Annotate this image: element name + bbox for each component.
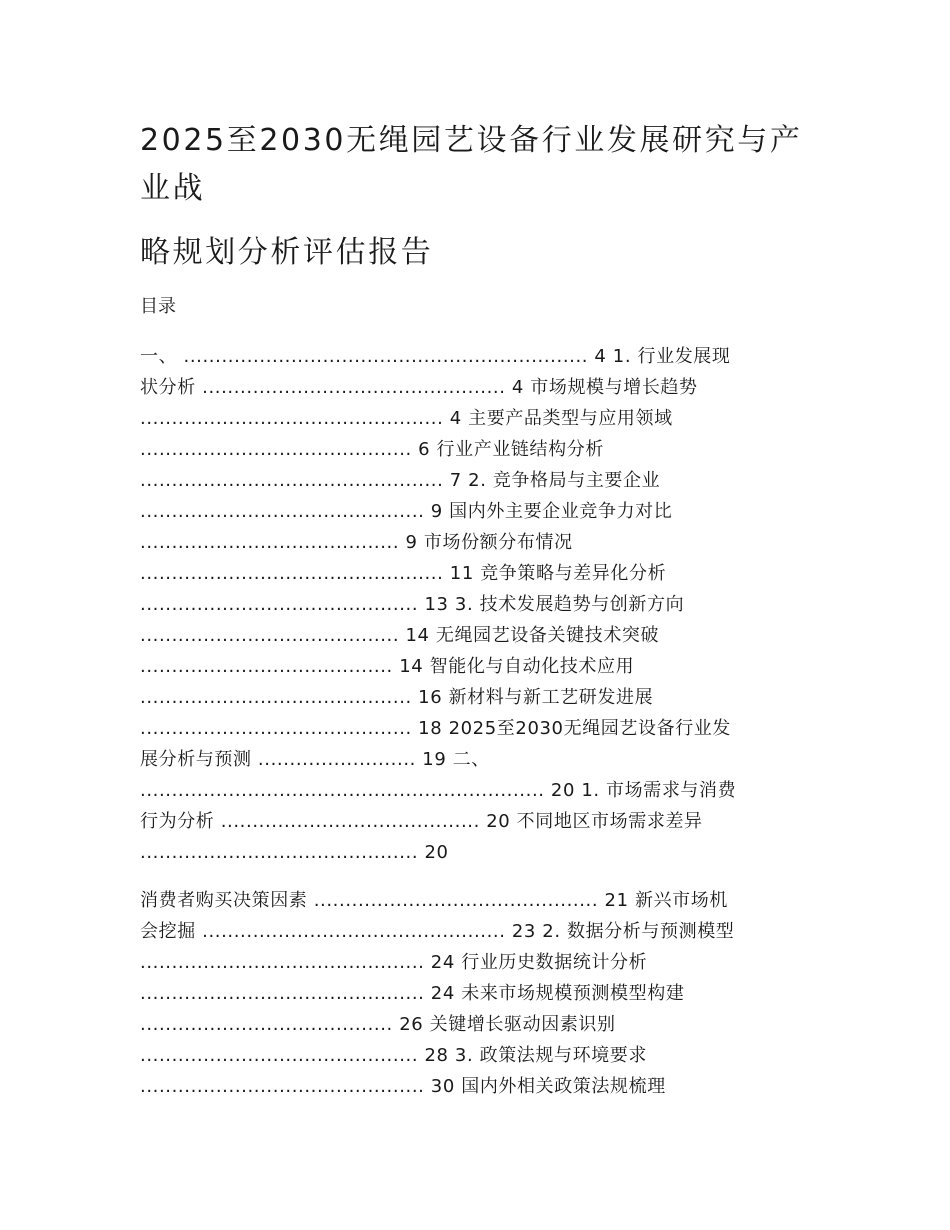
document-page — [140, 0, 820, 1230]
toc-entry-line[interactable]: 展分析与预测 ......................... 19 二、 — [140, 749, 490, 770]
toc-entry-line[interactable]: ................................................ 7 2. 竞争格局与主要企业 — [140, 470, 661, 491]
toc-entry-line[interactable]: ......................................... 9 市场份额分布情况 — [140, 532, 573, 553]
toc-entry-line[interactable]: ................................................ 4 主要产品类型与应用领域 — [140, 408, 673, 429]
toc-heading: 目录 — [140, 296, 176, 317]
toc-entry-line[interactable]: 一、 ................................................................ 4 1. 行业发展现 — [140, 346, 731, 367]
toc-entry-line[interactable]: ................................................ 11 竞争策略与差异化分析 — [140, 563, 667, 584]
toc-entry-line[interactable]: 行为分析 ......................................... 20 不同地区市场需求差异 — [140, 811, 703, 832]
toc-entry-line[interactable]: ........................................ 14 智能化与自动化技术应用 — [140, 656, 635, 677]
toc-entry-line[interactable]: ............................................ 28 3. 政策法规与环境要求 — [140, 1045, 647, 1066]
toc-entry-line[interactable]: ............................................. 9 国内外主要企业竞争力对比 — [140, 501, 673, 522]
document-title-line-1: 2025至2030无绳园艺设备行业发展研究与产 — [140, 123, 803, 158]
document-title-line-3: 略规划分析评估报告 — [140, 235, 434, 270]
toc-entry-line[interactable]: ............................................ 13 3. 技术发展趋势与创新方向 — [140, 594, 685, 615]
document-title-line-2: 业战 — [140, 171, 206, 206]
toc-entry-line[interactable]: 会挖掘 ................................................ 23 2. 数据分析与预测模型 — [140, 921, 735, 942]
toc-entry-line[interactable]: ........................................... 16 新材料与新工艺研发进展 — [140, 687, 654, 708]
toc-entry-line[interactable]: ............................................. 30 国内外相关政策法规梳理 — [140, 1076, 666, 1097]
toc-entry-line[interactable]: ........................................... 18 2025至2030无绳园艺设备行业发 — [140, 718, 731, 739]
toc-entry-line[interactable]: ................................................................ 20 1. 市场需求与消费 — [140, 780, 737, 801]
toc-entry-line[interactable]: 状分析 ................................................ 4 市场规模与增长趋势 — [140, 377, 698, 398]
toc-entry-line[interactable]: ......................................... 14 无绳园艺设备关键技术突破 — [140, 625, 660, 646]
toc-entry-line[interactable]: ........................................... 6 行业产业链结构分析 — [140, 439, 604, 460]
toc-entry-line[interactable]: ............................................ 20 — [140, 842, 449, 863]
toc-entry-line[interactable]: ........................................ 26 关键增长驱动因素识别 — [140, 1014, 616, 1035]
toc-entry-line[interactable]: ............................................. 24 未来市场规模预测模型构建 — [140, 983, 685, 1004]
toc-entry-line[interactable]: ............................................. 24 行业历史数据统计分析 — [140, 952, 648, 973]
toc-entry-line[interactable]: 消费者购买决策因素 ............................................. 21 新兴市场机 — [140, 890, 728, 911]
